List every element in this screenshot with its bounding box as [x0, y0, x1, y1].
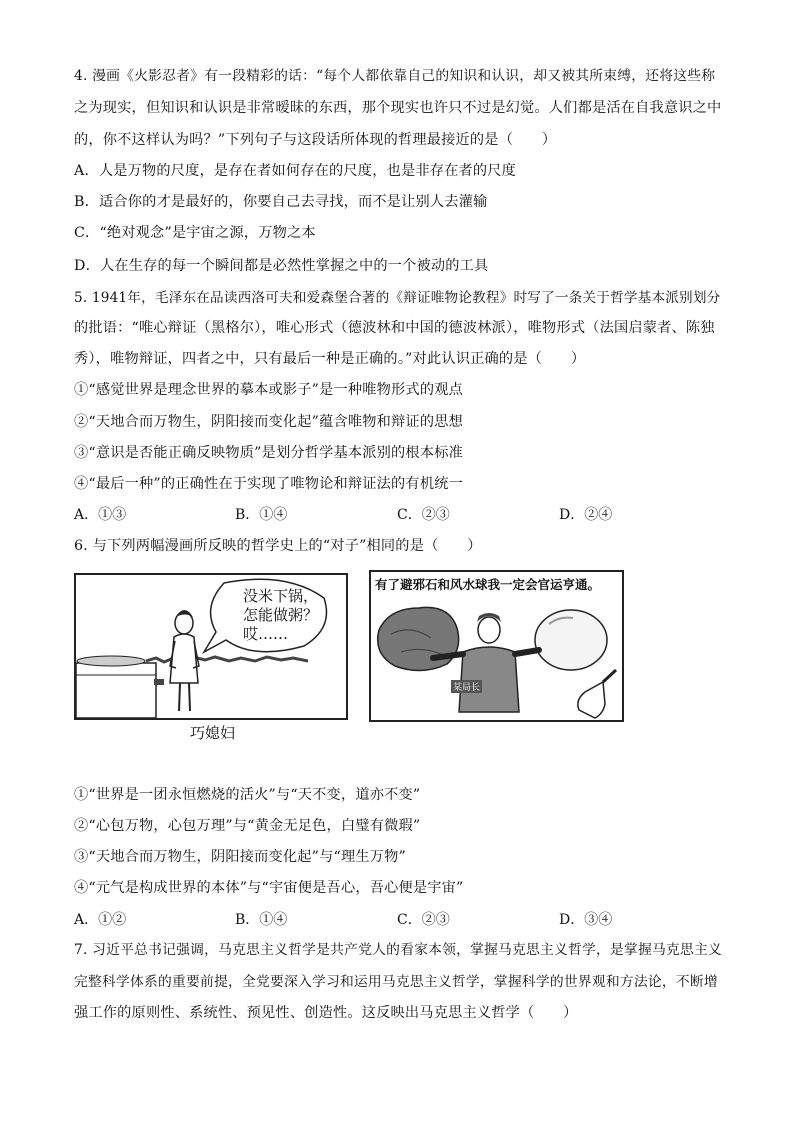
cartoon-left-caption: 巧媳妇	[190, 724, 236, 742]
q6-option-b: B．①④	[235, 912, 288, 928]
q6-statement-1: ①“世界是一团永恒燃烧的活火”与“天不变，道亦不变”	[74, 787, 421, 803]
speech-line-3: 哎……	[243, 625, 289, 643]
cartoon-clever-wife	[74, 573, 348, 720]
q5-option-d: D．②④	[559, 507, 613, 523]
q4-option-b: B．适合你的才是最好的，你要自己去寻找，而不是让别人去灌输	[74, 194, 488, 210]
q6-statement-2: ②“心包万物，心包万理”与“黄金无足色，白璧有微瑕”	[74, 818, 421, 834]
q5-stem-line-2: 的批语：“唯心辩证（黑格尔），唯心形式（德波林和中国的德波林派），唯物形式（法国启蒙者、陈独	[74, 320, 715, 336]
q4-stem-line-2: 之为现实，但知识和认识是非常暧昧的东西，那个现实也许只不过是幻觉。人们都是活在自我意识之中	[74, 100, 722, 116]
q6-stem: 6. 与下列两幅漫画所反映的哲学史上的“对子”相同的是（ ）	[74, 538, 482, 554]
q5-statement-2: ②“天地合而万物生，阴阳接而变化起”蕴含唯物和辩证的思想	[74, 414, 463, 430]
speech-line-1: 没米下锅，	[243, 587, 319, 605]
cartoon-bureau-chief	[369, 570, 624, 722]
q4-option-d: D．人在生存的每一个瞬间都是必然性掌握之中的一个被动的工具	[74, 258, 489, 274]
q7-stem-line-1: 7. 习近平总书记强调，马克思主义哲学是共产党人的看家本领，掌握马克思主义哲学，是掌握马克思主义	[74, 942, 723, 958]
q6-statement-4: ④“元气是构成世界的本体”与“宇宙便是吾心，吾心便是宇宙”	[74, 880, 464, 896]
q5-statement-3: ③“意识是否能正确反映物质”是划分哲学基本派别的根本标准	[74, 445, 463, 461]
q4-option-c: C．“绝对观念”是宇宙之源，万物之本	[74, 225, 316, 241]
q6-option-d: D．③④	[559, 912, 613, 928]
q4-option-a: A．人是万物的尺度，是存在者如何存在的尺度，也是非存在者的尺度	[74, 163, 517, 179]
cartoon-right-badge: 某局长	[451, 680, 482, 693]
q5-option-a: A．①③	[74, 507, 127, 523]
q6-statement-3: ③“天地合而万物生，阴阳接而变化起”与“理生万物”	[74, 849, 406, 865]
q5-statement-4: ④“最后一种”的正确性在于实现了唯物论和辩证法的有机统一	[74, 476, 463, 492]
q5-statement-1: ①“感觉世界是理念世界的摹本或影子”是一种唯物形式的观点	[74, 382, 463, 398]
speech-line-2: 怎能做粥？	[243, 606, 319, 624]
q4-stem-line-3: 的，你不这样认为吗？”下列句子与这段话所体现的哲理最接近的是（ ）	[74, 132, 557, 148]
q5-option-b: B．①④	[235, 507, 288, 523]
q6-option-a: A．①②	[74, 912, 127, 928]
q6-option-c: C．②③	[397, 912, 450, 928]
cartoon-right-banner: 有了避邪石和风水球我一定会官运亨通。	[375, 577, 601, 592]
q7-stem-line-3: 强工作的原则性、系统性、预见性、创造性。这反映出马克思主义哲学（ ）	[74, 1005, 578, 1021]
speech-bubble-text	[243, 587, 318, 644]
q5-stem-line-3: 秀），唯物辩证，四者之中，只有最后一种是正确的。”对此认识正确的是（ ）	[74, 351, 586, 367]
q4-stem-line-1: 4. 漫画《火影忍者》有一段精彩的话：“每个人都依靠自己的知识和认识，却又被其所束缚，还将这些称	[74, 68, 716, 84]
q5-option-c: C．②③	[397, 507, 450, 523]
cartoon-bureau-chief-drawing	[371, 572, 622, 720]
q7-stem-line-2: 完整科学体系的重要前提，全党要深入学习和运用马克思主义哲学，掌握科学的世界观和方法论，不断增	[74, 974, 718, 990]
q5-stem-line-1: 5. 1941年，毛泽东在品读西洛可夫和爱森堡合著的《辩证唯物论教程》时写了一条关于哲学基本派别划分	[74, 290, 721, 306]
